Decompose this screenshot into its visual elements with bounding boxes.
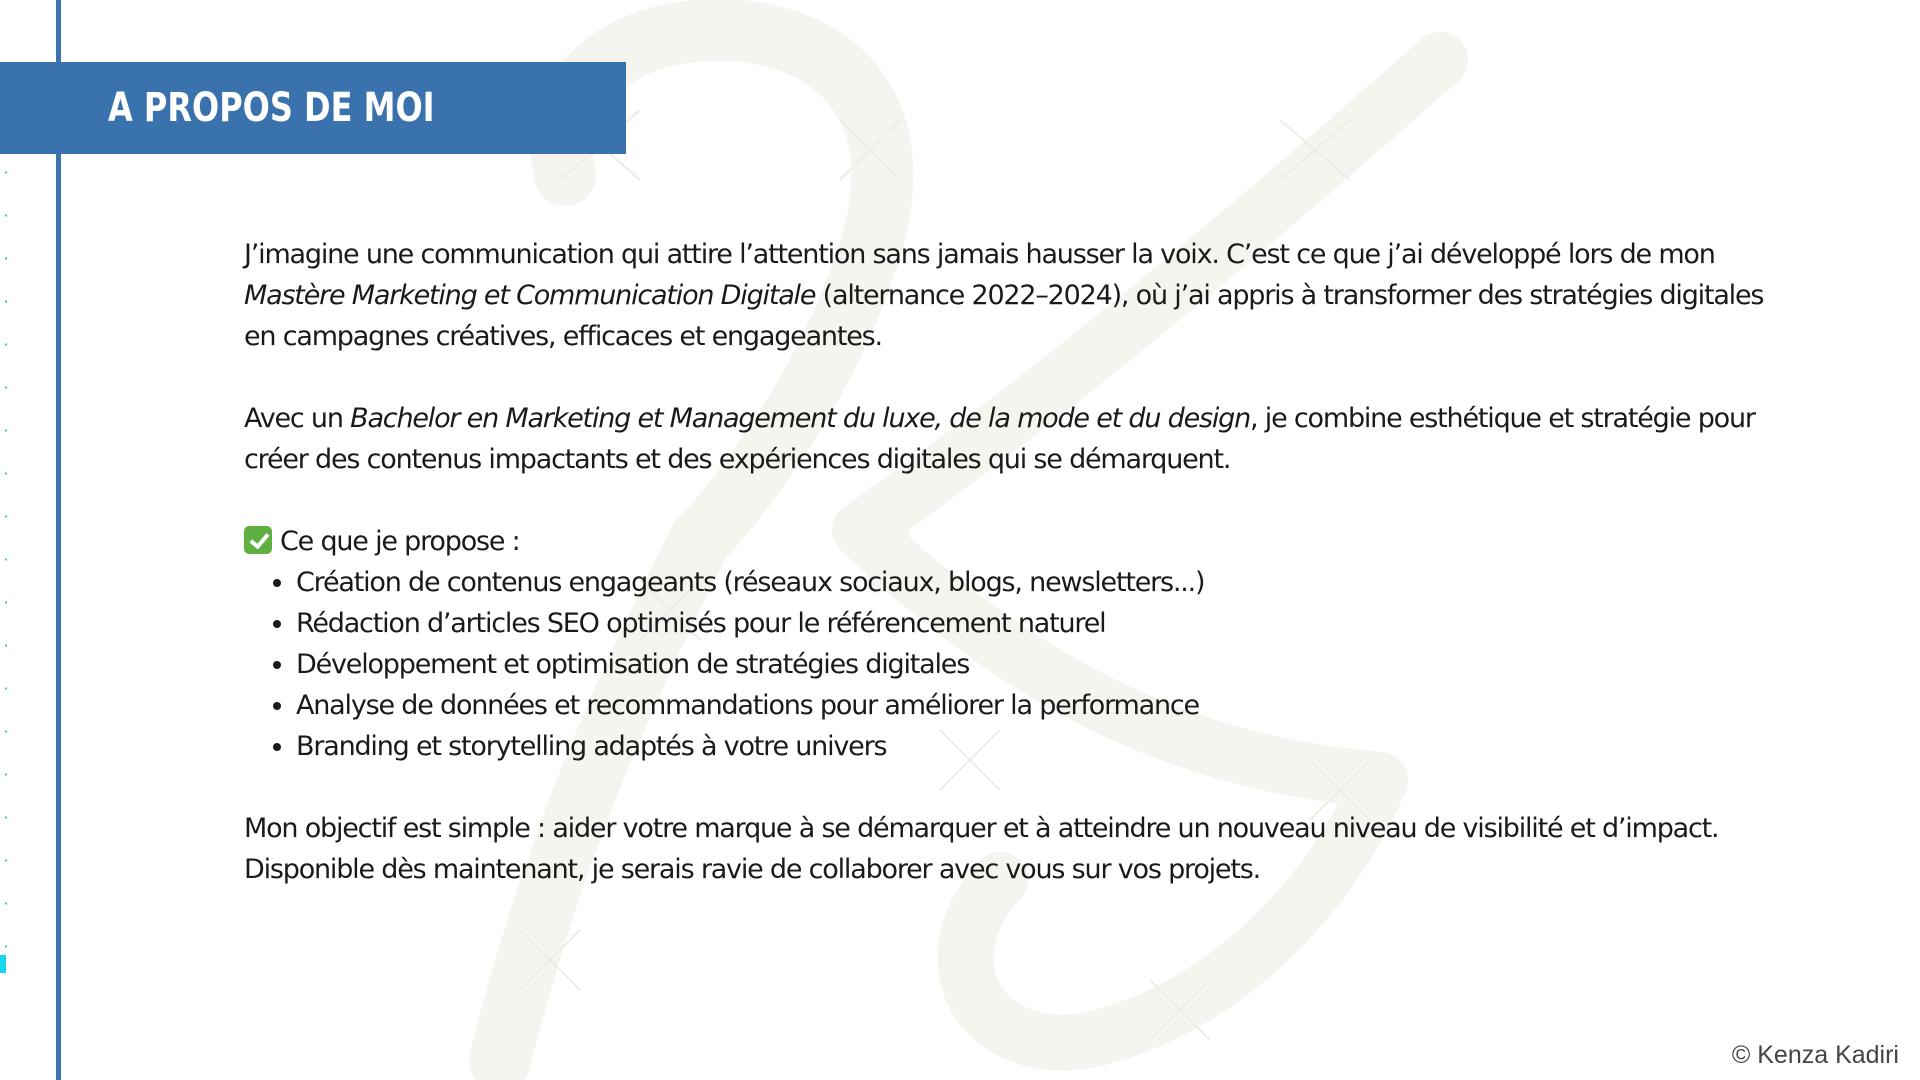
closing-availability: Disponible dès maintenant, je serais ravie de collaborer avec vous sur vos projets.	[244, 854, 1260, 885]
list-item: • Branding et storytelling adaptés à votre univers	[296, 726, 1774, 767]
bachelor-degree-emphasis: Bachelor en Marketing et Management du luxe, de la mode et du design	[350, 403, 1251, 434]
list-item: • Développement et optimisation de stratégies digitales	[296, 644, 1774, 685]
copyright-notice: © Kenza Kadiri	[1731, 1041, 1899, 1069]
list-item: • Rédaction d’articles SEO optimisés pour le référencement naturel	[296, 603, 1774, 644]
paragraph-spacer	[244, 480, 1774, 521]
paragraph-spacer	[244, 767, 1774, 808]
offer-heading-label: Ce que je propose :	[280, 526, 520, 557]
intro-degree-emphasis: Mastère Marketing et Communication Digitale	[244, 280, 816, 311]
page-title: A PROPOS DE MOI	[108, 85, 435, 131]
list-item: • Création de contenus engageants (réseaux sociaux, blogs, newsletters...)	[296, 562, 1774, 603]
list-item: • Analyse de données et recommandations pour améliorer la performance	[296, 685, 1774, 726]
intro-text-end: (alternance 2022–2024), où j’ai appris à transformer des stratégies digitales en campagnes créatives, efficaces et engageantes.	[244, 280, 1764, 352]
cyan-edge-mark	[0, 955, 6, 973]
left-accent-rule	[56, 0, 61, 1080]
intro-text-start: J’imagine une communication qui attire l’attention sans jamais hausser la voix. C’est ce que j’ai développé lors de mon	[244, 239, 1715, 270]
offer-list	[244, 562, 1774, 767]
bachelor-text-start: Avec un	[244, 403, 351, 434]
paragraph-spacer	[244, 357, 1774, 398]
offer-heading	[244, 521, 1774, 562]
intro-paragraph	[244, 234, 1774, 357]
bachelor-paragraph	[244, 398, 1774, 480]
closing-objective: Mon objectif est simple : aider votre marque à se démarquer et à atteindre un nouveau niveau de visibilité et d’impact.	[244, 813, 1719, 844]
white-check-mark-icon	[244, 526, 272, 554]
about-content	[244, 234, 1774, 890]
bachelor-text-end: , je combine esthétique et stratégie pour créer des contenus impactants et des expériences digitales qui se démarquent.	[244, 403, 1755, 475]
dotted-edge-decoration	[4, 108, 8, 968]
